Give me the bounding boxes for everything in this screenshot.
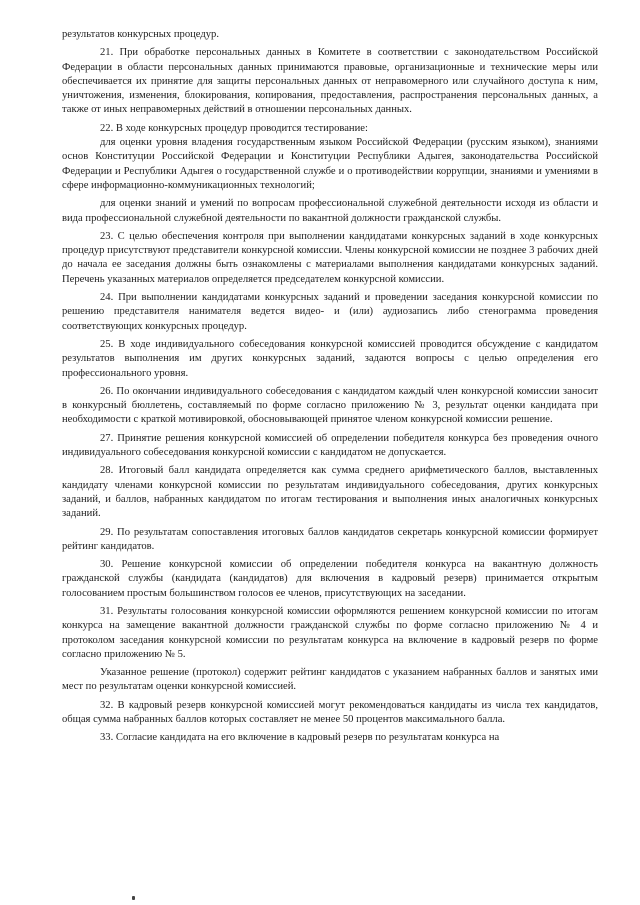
paragraph-31-note: Указанное решение (протокол) содержит рейтинг кандидатов с указанием набранных баллов и занятых ими мест по результатам оценки конкурсной комиссией. bbox=[62, 667, 598, 693]
paragraph-23: 23. С целью обеспечения контроля при выполнении кандидатами конкурсных заданий в ходе конкурсных процедур присутствуют представители конкурсной комиссии. Члены конкурсной комиссии не позднее 3 рабочих дней до начала ее заседания должны быть ознакомлены с материалами выполнения кандидатами конкурсных заданий. Перечень указанных материалов определяется председателем конкурсной комиссии. bbox=[62, 230, 598, 285]
paragraph-32: 32. В кадровый резерв конкурсной комиссией могут рекомендоваться кандидаты из числа тех кандидатов, общая сумма набранных баллов которых составляет не менее 50 процентов максимального балла. bbox=[62, 699, 598, 726]
paragraph-28: 28. Итоговый балл кандидата определяется как сумма среднего арифметического баллов, выставленных кандидату членами конкурсной комиссии по результатам индивидуального собеседования, других конкурсных заданий, и баллов, набранных кандидатом по итогам тестирования и выполнения иных аналогичных конкурсных заданий. bbox=[62, 465, 598, 520]
paragraph-22-item-1: для оценки уровня владения государственным языком Российской Федерации (русским языком), знаниями основ Конституции Российской Федерации и Конституции Республики Адыгея, законодательства Российской Федерации и Республики Адыгея о государственной службе и о противодействии коррупции, знаниями и умениями в сфере информационно-коммуникационных технологий; bbox=[62, 137, 598, 191]
paragraph-24: 24. При выполнении кандидатами конкурсных заданий и проведении заседания конкурсной комиссии по решению представителя нанимателя ведется видео- и (или) аудиозапись либо стенограмма проведения соответствующих конкурсных процедур. bbox=[62, 292, 598, 332]
paragraph-27: 27. Принятие решения конкурсной комиссией об определении победителя конкурса без проведения очного индивидуального собеседования конкурсной комиссии с кандидатом не допускается. bbox=[62, 432, 598, 459]
paragraph-31: 31. Результаты голосования конкурсной комиссии оформляются решением конкурсной комиссии по итогам конкурса на замещение вакантной должности гражданской службы по форме согласно приложению № 4 и протоколом заседания конкурсной комиссии по результатам конкурса на включение в кадровый резерв по форме согласно приложению № 5. bbox=[62, 605, 598, 660]
paragraph-29: 29. По результатам сопоставления итоговых баллов кандидатов секретарь конкурсной комиссии формирует рейтинг кандидатов. bbox=[62, 526, 598, 552]
paragraph-21: 21. При обработке персональных данных в Комитете в соответствии с законодательством Российской Федерации в области персональных данных принимаются правовые, организационные и технические меры или обеспечивается их принятие для защиты персональных данных от неправомерного или случайного доступа к ним, уничтожения, изменения, блокирования, копирования, предоставления, распространения персональных данных, а также от иных неправомерных действий в отношении персональных данных. bbox=[62, 47, 598, 116]
paragraph-22-item-2: для оценки знаний и умений по вопросам профессиональной служебной деятельности исходя из области и вида профессиональной служебной деятельности по вакантной должности гражданской службы. bbox=[62, 198, 598, 224]
paragraph-22: 22. В ходе конкурсных процедур проводится тестирование: bbox=[100, 122, 368, 134]
scan-speck bbox=[132, 896, 135, 900]
paragraph-26: 26. По окончании индивидуального собеседования с кандидатом каждый член конкурсной комиссии заносит в конкурсный бюллетень, составляемый по форме согласно приложению № 3, результат оценки кандидата при необходимости с краткой мотивировкой, обосновывающей принятое членом конкурсной комиссии решение. bbox=[62, 385, 598, 426]
paragraph-33: 33. Согласие кандидата на его включение в кадровый резерв по результатам конкурса на bbox=[100, 732, 500, 744]
paragraph-continuation: результатов конкурсных процедур. bbox=[62, 29, 219, 40]
paragraph-25: 25. В ходе индивидуального собеседования конкурсной комиссией проводится обсуждение с кандидатом результатов выполнения им других конкурсных заданий, задаются вопросы с целью определения его профессионального уровня. bbox=[62, 338, 598, 379]
paragraph-30: 30. Решение конкурсной комиссии об определении победителя конкурса на вакантную должность гражданской службы (кандидата (кандидатов) для включения в кадровый резерв) принимается открытым голосованием простым большинством голосов ее членов, присутствующих на заседании. bbox=[62, 559, 598, 599]
